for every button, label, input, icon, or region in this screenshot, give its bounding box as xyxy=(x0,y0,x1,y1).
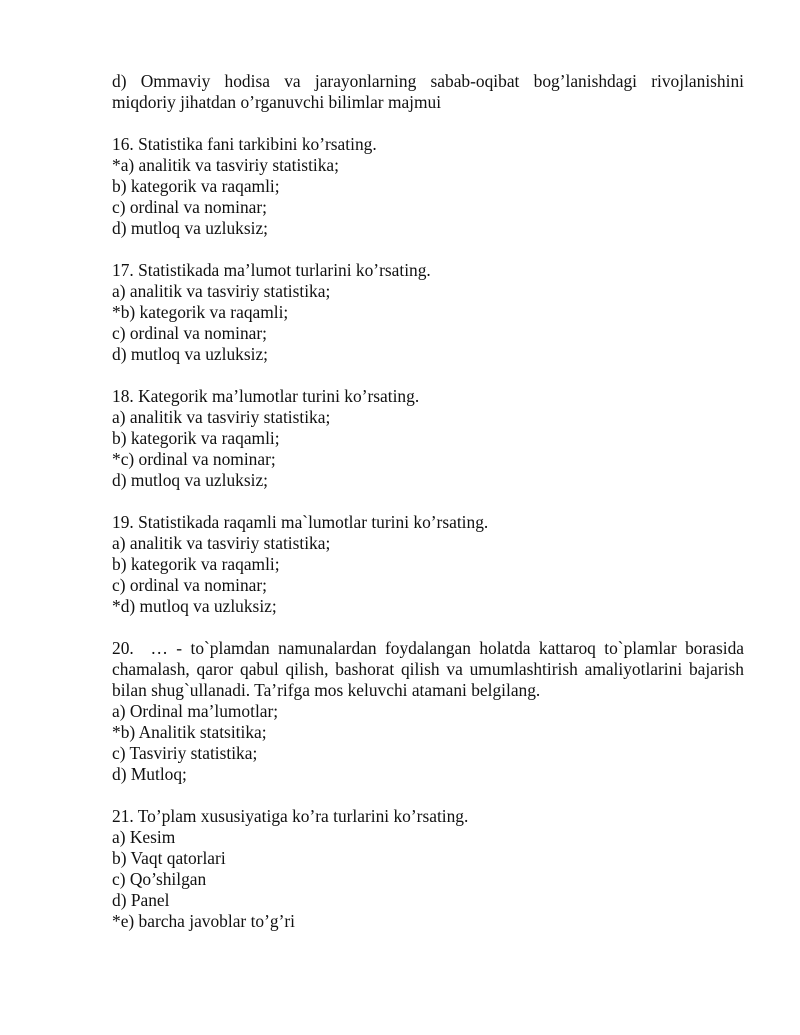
answer-option: a) analitik va tasviriy statistika; xyxy=(112,407,331,427)
answer-option: c) ordinal va nominar; xyxy=(112,575,268,595)
answer-option: *e) barcha javoblar to’g’ri xyxy=(112,911,295,931)
question-19 xyxy=(112,512,744,617)
answer-option: d) mutloq va uzluksiz; xyxy=(112,344,269,364)
answer-option: b) kategorik va raqamli; xyxy=(112,554,280,574)
question-prompt-line-2: chamalash, qaror qabul qilish, bashorat qilish va umumlashtirish amaliyotlarini bajarish xyxy=(112,659,744,679)
answer-option: c) Tasviriy statistika; xyxy=(112,743,258,763)
answer-option: a) Kesim xyxy=(112,827,176,847)
answer-option: a) analitik va tasviriy statistika; xyxy=(112,533,331,553)
answer-option: a) analitik va tasviriy statistika; xyxy=(112,281,331,301)
answer-option: b) Vaqt qatorlari xyxy=(112,848,226,868)
intro-line-2: miqdoriy jihatdan o’rganuvchi bilimlar majmui xyxy=(112,92,442,112)
document-page xyxy=(112,71,744,932)
answer-option: b) kategorik va raqamli; xyxy=(112,176,280,196)
question-prompt: 21. To’plam xususiyatiga ko’ra turlarini ko’rsating. xyxy=(112,806,469,826)
intro-option-d xyxy=(112,71,744,113)
answer-option: d) mutloq va uzluksiz; xyxy=(112,470,269,490)
intro-line-1: d) Ommaviy hodisa va jarayonlarning sabab-oqibat bog’lanishdagi rivojlanishini xyxy=(112,71,744,91)
answer-option: d) Mutloq; xyxy=(112,764,187,784)
question-prompt: 17. Statistikada ma’lumot turlarini ko’rsating. xyxy=(112,260,431,280)
question-prompt: 18. Kategorik ma’lumotlar turini ko’rsating. xyxy=(112,386,420,406)
answer-option: *b) Analitik statsitika; xyxy=(112,722,267,742)
question-prompt: 19. Statistikada raqamli ma`lumotlar turini ko’rsating. xyxy=(112,512,489,532)
answer-option: *a) analitik va tasviriy statistika; xyxy=(112,155,339,175)
answer-option: c) ordinal va nominar; xyxy=(112,323,268,343)
answer-option: d) mutloq va uzluksiz; xyxy=(112,218,269,238)
answer-option: b) kategorik va raqamli; xyxy=(112,428,280,448)
answer-option: a) Ordinal ma’lumotlar; xyxy=(112,701,279,721)
question-21 xyxy=(112,806,744,932)
answer-option: d) Panel xyxy=(112,890,170,910)
question-prompt-line-3: bilan shug`ullanadi. Ta’rifga mos keluvchi atamani belgilang. xyxy=(112,680,541,700)
answer-option: *c) ordinal va nominar; xyxy=(112,449,276,469)
question-16 xyxy=(112,134,744,239)
answer-option: c) Qo’shilgan xyxy=(112,869,207,889)
answer-option: *b) kategorik va raqamli; xyxy=(112,302,289,322)
question-17 xyxy=(112,260,744,365)
question-prompt-line-1: 20. … - to`plamdan namunalardan foydalangan holatda kattaroq to`plamlar borasida xyxy=(112,638,744,658)
answer-option: c) ordinal va nominar; xyxy=(112,197,268,217)
question-prompt: 16. Statistika fani tarkibini ko’rsating. xyxy=(112,134,377,154)
question-20 xyxy=(112,638,744,785)
question-18 xyxy=(112,386,744,491)
answer-option: *d) mutloq va uzluksiz; xyxy=(112,596,277,616)
